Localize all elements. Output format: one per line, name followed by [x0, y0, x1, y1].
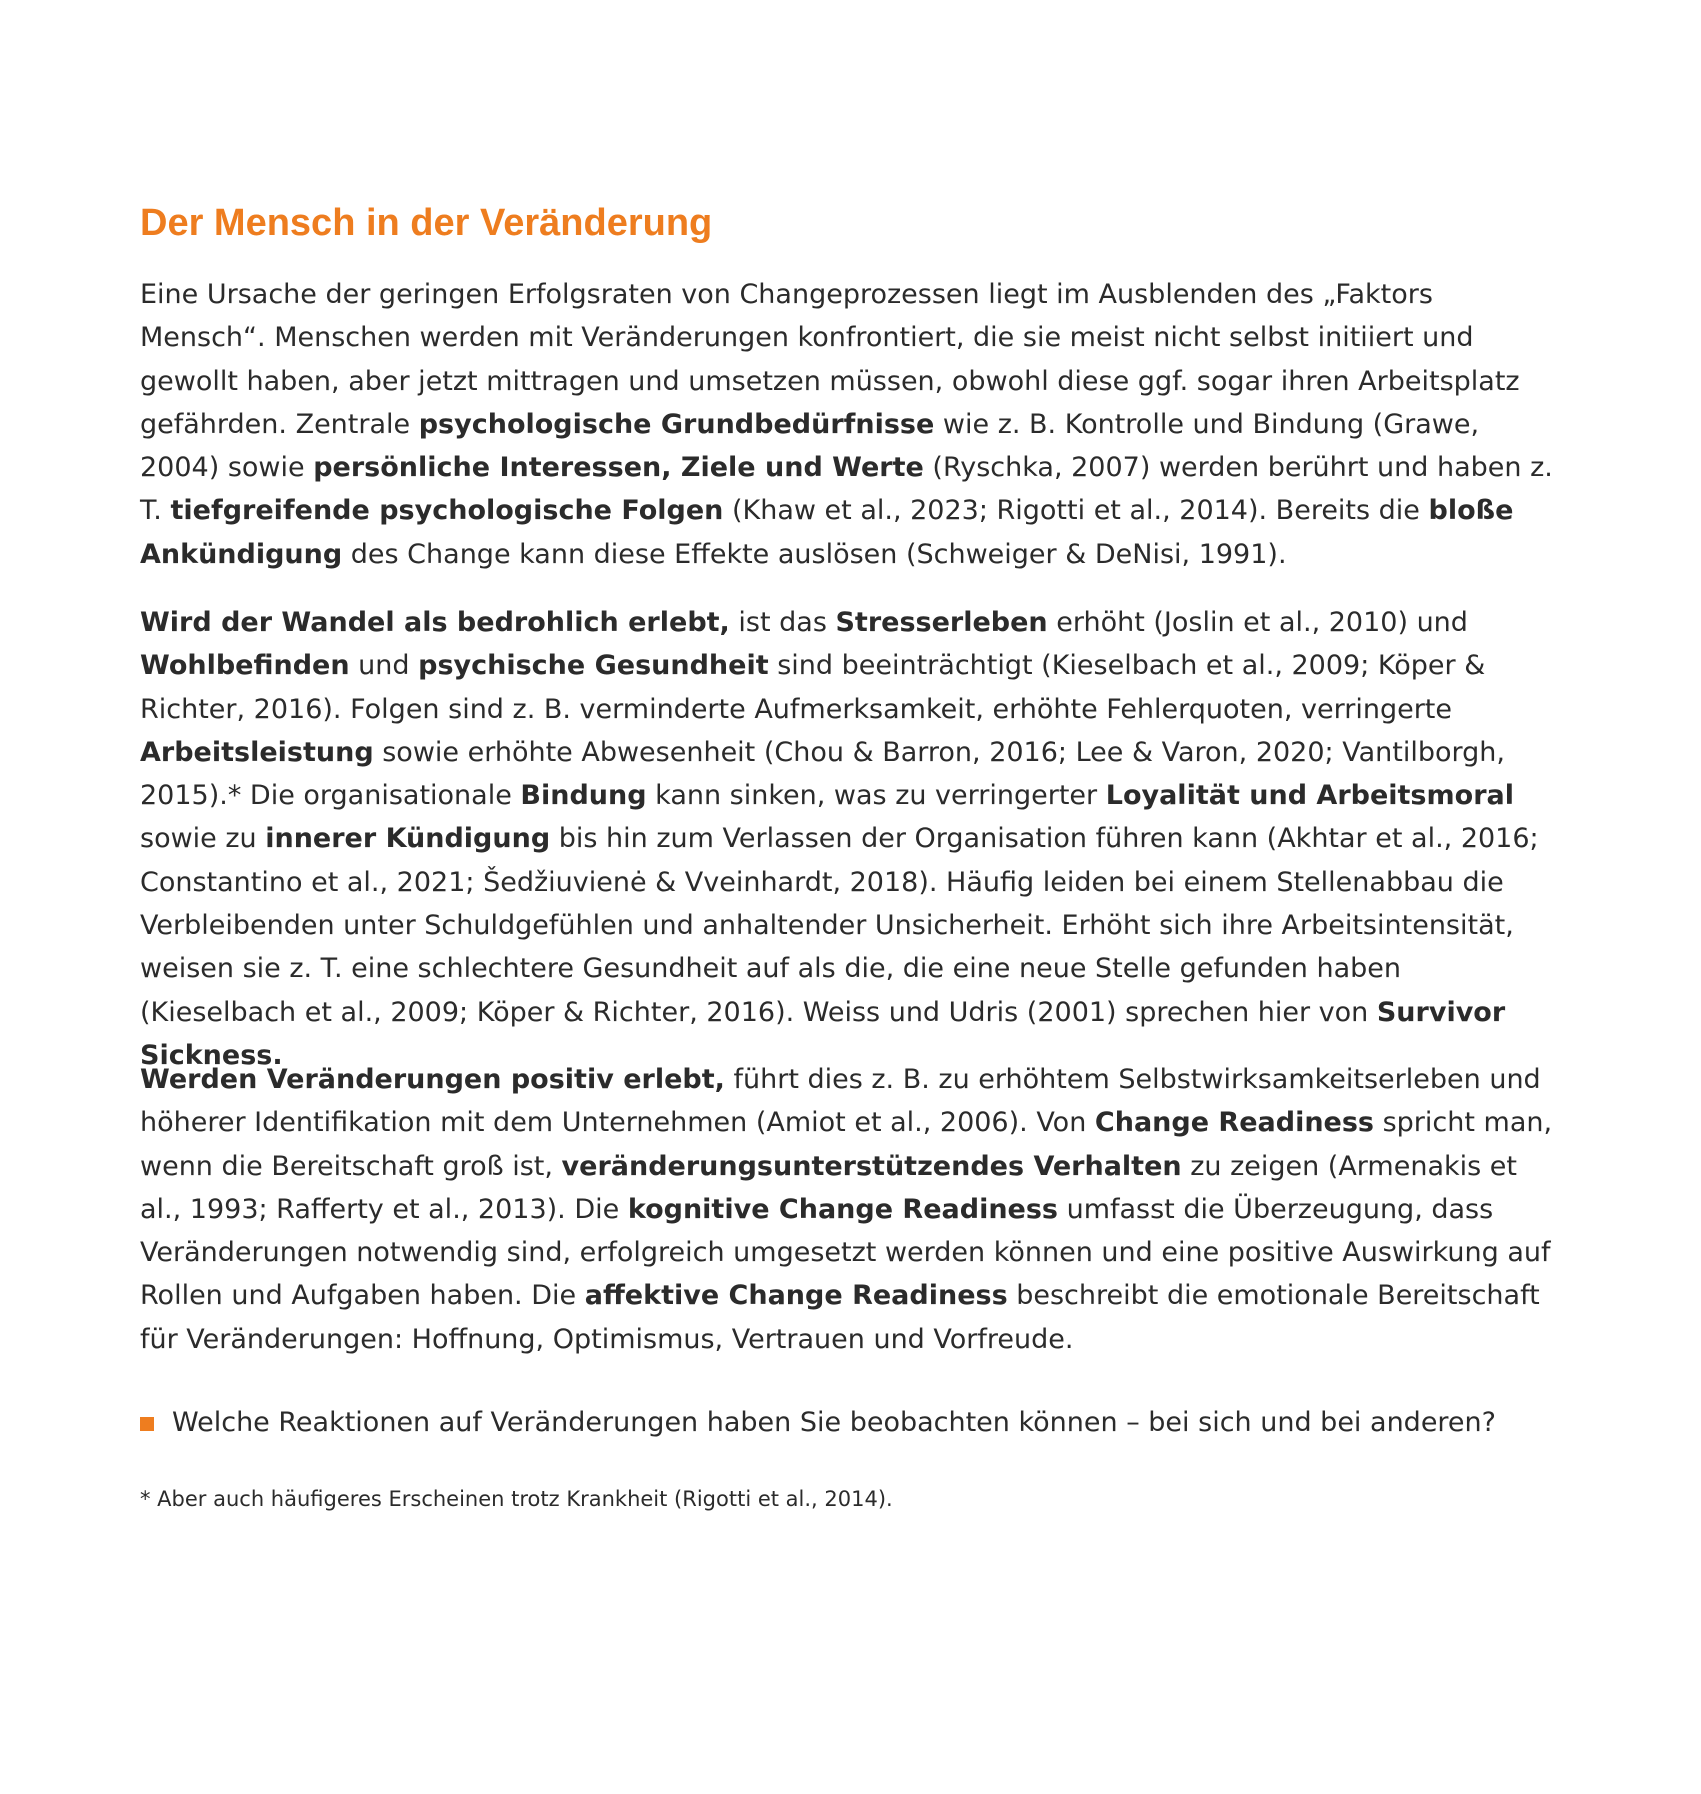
reflection-question — [140, 1401, 1560, 1445]
square-bullet-icon — [140, 1417, 154, 1431]
text-segment: spricht man, wenn die Bereitschaft groß ist, — [140, 1107, 1553, 1182]
bold-term: veränderungsunterstützendes Verhalten — [561, 1150, 1182, 1182]
text-segment: Eine Ursache der geringen Erfolgsraten von Changeprozessen liegt im Ausblenden des „Faktors Mensch“. Menschen werden mit Veränderungen konfrontiert, die sie meist nicht selbst initiiert und gewollt haben, aber jetzt mittragen und umsetzen müssen, obwohl diese ggf. sogar ihren Arbeitsplatz gefährden. Zentrale — [140, 279, 1520, 440]
text-segment: und — [349, 650, 419, 682]
text-segment: erhöht (Joslin et al., 2010) und — [1047, 607, 1468, 638]
text-segment: wie z. B. Kontrolle und Bindung (Grawe, 2004) sowie — [140, 408, 1480, 484]
text-segment: (Ryschka, 2007) werden berührt und haben z. T. — [140, 452, 1553, 527]
bold-term: bloße Ankündigung — [140, 495, 1514, 570]
question-text: Welche Reaktionen auf Veränderungen haben Sie beobachten können – bei sich und bei anderen? — [172, 1407, 1496, 1438]
text-segment: beschreibt die emotionale Bereitschaft für Veränderungen: Hoffnung, Optimismus, Vertrauen und Vorfreude. — [140, 1280, 1540, 1355]
paragraph — [140, 1058, 1560, 1361]
bold-term: psychologische Grundbedürfnisse — [418, 408, 935, 440]
text-segment: (Khaw et al., 2023; Rigotti et al., 2014). Bereits die — [723, 495, 1429, 527]
bold-term: Stresserleben — [835, 607, 1048, 638]
bold-term: innerer Kündigung — [265, 823, 551, 855]
text-segment: sind beeinträchtigt (Kieselbach et al., 2009; Köper & Richter, 2016). Folgen sind z. B. verminderte Aufmerksamkeit, erhöhte Fehlerquoten, verringerte — [140, 650, 1486, 725]
text-segment: kann sinken, was zu verringerter — [646, 780, 1106, 812]
text-segment: umfasst die Überzeugung, dass Veränderungen notwendig sind, erfolgreich umgesetzt werden können und eine positive Auswirkung auf Rollen und Aufgaben haben. Die — [140, 1193, 1551, 1312]
footnote: * Aber auch häufigeres Erscheinen trotz Krankheit (Rigotti et al., 2014). — [140, 1487, 893, 1511]
text-segment: ist das — [729, 607, 836, 638]
text-segment: zu zeigen (Armenakis et al., 1993; Rafferty et al., 2013). Die — [140, 1150, 1517, 1225]
text-segment: sowie erhöhte Abwesenheit (Chou & Barron, 2016; Lee & Varon, 2020; Vantilborgh, 2015).* Die organisationale — [140, 736, 1505, 812]
text-segment: sowie zu — [140, 823, 266, 855]
bold-term: Bindung — [520, 780, 647, 812]
bold-term: Wird der Wandel als bedrohlich erlebt, — [140, 607, 730, 638]
bold-term: Change Readiness — [1094, 1107, 1375, 1139]
bold-term: persönliche Interessen, Ziele und Werte — [313, 452, 924, 484]
paragraph — [140, 601, 1560, 1077]
paragraph — [140, 273, 1560, 576]
bold-term: Arbeitsleistung — [140, 736, 374, 768]
bold-term: kognitive Change Readiness — [627, 1193, 1058, 1225]
bold-term: affektive Change Readiness — [584, 1280, 1008, 1312]
bold-term: Wohlbefinden — [140, 650, 350, 682]
text-segment: führt dies z. B. zu erhöhtem Selbstwirksamkeitserleben und höherer Identifikation mit dem Unternehmen (Amiot et al., 2006). Von — [140, 1064, 1541, 1139]
text-segment: des Change kann diese Effekte auslösen (Schweiger & DeNisi, 1991). — [342, 538, 1287, 570]
page-title: Der Mensch in der Veränderung — [140, 202, 713, 244]
bold-term: Survivor Sickness. — [140, 996, 1506, 1071]
text-segment: bis hin zum Verlassen der Organisation führen kann (Akhtar et al., 2016; Constantino et al., 2021; Šedžiuvienė & Vveinhardt, 2018). Häufig leiden bei einem Stellenabbau die Verbleibenden unter Schuldgefühlen und anhaltender Unsicherheit. Erhöht sich ihre Arbeitsintensität, weisen sie z. T. eine schlechtere Gesundheit auf als die, die eine neue Stelle gefunden haben (Kieselbach et al., 2009; Köper & Richter, 2016). Weiss und Udris (2001) sprechen hier von — [140, 823, 1539, 1028]
bold-term: psychische Gesundheit — [418, 650, 769, 682]
bold-term: tiefgreifende psychologische Folgen — [170, 495, 724, 527]
bold-term: Werden Veränderungen positiv erlebt, — [140, 1064, 725, 1095]
bold-term: Loyalität und Arbeitsmoral — [1105, 780, 1514, 812]
